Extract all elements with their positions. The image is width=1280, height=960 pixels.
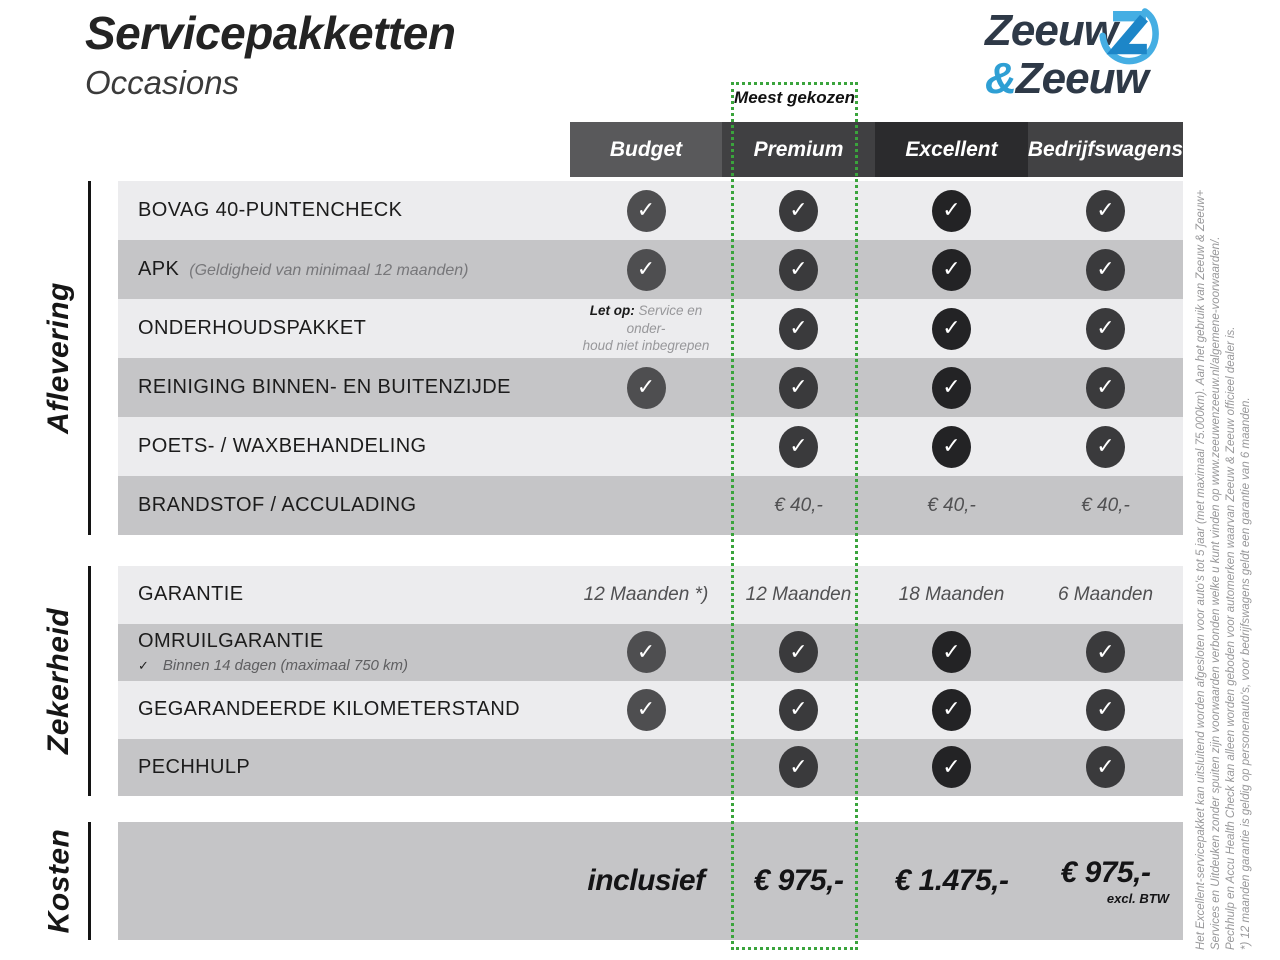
cell-excellent: [875, 417, 1028, 476]
cell-premium: [722, 181, 875, 240]
side-label-kosten: Kosten: [30, 822, 91, 940]
logo-word-2: &Zeeuw: [985, 54, 1148, 103]
cell-bedrijfswagens: [1028, 822, 1183, 940]
check-icon: ✓: [932, 426, 971, 468]
table-row: [118, 624, 1183, 682]
column-header-premium: Premium: [722, 122, 875, 177]
cell-bedrijfswagens: [1028, 417, 1183, 476]
cell-premium: [722, 566, 875, 624]
small-check-icon: ✓: [138, 659, 149, 675]
check-icon: ✓: [779, 367, 818, 409]
check-icon: ✓: [1086, 426, 1125, 468]
cell-excellent: [875, 739, 1028, 797]
table-row: [118, 417, 1183, 476]
cell-bedrijfswagens: [1028, 299, 1183, 358]
cell-bedrijfswagens: [1028, 566, 1183, 624]
cell-value: € 40,-: [1081, 494, 1130, 516]
side-label-zekerheid: Zekerheid: [30, 566, 91, 796]
cell-excellent: [875, 358, 1028, 417]
side-label-aflevering: Aflevering: [30, 181, 91, 535]
footnote-line: Pechhulp en Accu Health Check kan alleen worden geboden voor automerken waarvan Zeeuw & Zeeuw officieel dealer is.: [1225, 326, 1237, 950]
check-icon: ✓: [932, 367, 971, 409]
cell-premium: [722, 476, 875, 535]
column-header-excellent: Excellent: [875, 122, 1028, 177]
cell-budget: [570, 624, 722, 682]
cell-value: € 40,-: [927, 494, 976, 516]
page-subtitle: Occasions: [85, 64, 240, 101]
price-sub-note: excl. BTW: [1106, 891, 1169, 906]
cell-budget: [570, 181, 722, 240]
check-icon: ✓: [627, 249, 666, 291]
check-icon: ✓: [1086, 367, 1125, 409]
cell-premium: [722, 417, 875, 476]
check-icon: ✓: [1086, 190, 1125, 232]
check-icon: ✓: [627, 689, 666, 731]
check-icon: ✓: [932, 689, 971, 731]
check-icon: ✓: [1086, 308, 1125, 350]
cell-budget: [570, 299, 722, 358]
section-zekerheid: [118, 566, 1183, 796]
cell-premium: [722, 624, 875, 682]
cell-value: € 40,-: [774, 494, 823, 516]
row-label: GEGARANDEERDE KILOMETERSTAND: [138, 698, 521, 721]
check-icon: ✓: [1086, 689, 1125, 731]
price-value: € 975,-: [1060, 856, 1151, 889]
row-label: POETS- / WAXBEHANDELING: [138, 435, 427, 457]
cell-bedrijfswagens: [1028, 681, 1183, 739]
row-label: APK (Geldigheid van minimaal 12 maanden): [138, 258, 469, 280]
check-icon: ✓: [932, 746, 971, 788]
cell-budget: [570, 822, 722, 940]
row-label: OMRUILGARANTIE ✓ Binnen 14 dagen (maximaal 750 km): [138, 630, 409, 675]
check-icon: ✓: [627, 190, 666, 232]
cell-premium: [722, 681, 875, 739]
cell-excellent: [875, 681, 1028, 739]
table-row: [118, 181, 1183, 240]
title-block: [85, 6, 455, 102]
check-icon: ✓: [627, 367, 666, 409]
cell-value: 12 Maanden *): [583, 583, 709, 605]
cell-excellent: [875, 822, 1028, 940]
table-row: [118, 299, 1183, 358]
check-icon: ✓: [779, 249, 818, 291]
cell-excellent: [875, 624, 1028, 682]
table-row: [118, 739, 1183, 797]
check-icon: ✓: [1086, 746, 1125, 788]
cell-budget: [570, 240, 722, 299]
column-header-bedrijfswagens: Bedrijfswagens: [1028, 122, 1183, 177]
table-row: [118, 476, 1183, 535]
section-kosten: [118, 822, 1183, 940]
check-icon: ✓: [1086, 631, 1125, 673]
table-row: [118, 240, 1183, 299]
cell-excellent: [875, 299, 1028, 358]
footnote-line: *) 12 maanden garantie is geldig op personenauto's, voor bedrijfswagens geldt een garantie van 6 maanden.: [1240, 397, 1252, 950]
column-headers: [570, 122, 1183, 177]
cell-bedrijfswagens: [1028, 358, 1183, 417]
footnotes-rotated: [1194, 100, 1256, 950]
cell-bedrijfswagens: [1028, 739, 1183, 797]
cell-premium: [722, 240, 875, 299]
check-icon: ✓: [779, 746, 818, 788]
zeeuw-zeeuw-logo: [985, 4, 1195, 116]
letop-note: Let op: Service en onder- houd niet inbegrepen: [582, 303, 710, 354]
cell-budget: [570, 358, 722, 417]
cell-value: 18 Maanden: [898, 583, 1005, 605]
cell-excellent: [875, 240, 1028, 299]
check-icon: ✓: [932, 249, 971, 291]
cell-budget: [570, 566, 722, 624]
check-icon: ✓: [932, 308, 971, 350]
cell-excellent: [875, 476, 1028, 535]
row-label: REINIGING BINNEN- EN BUITENZIJDE: [138, 376, 511, 398]
table-row: [118, 358, 1183, 417]
row-label: PECHHULP: [138, 755, 251, 778]
logo-word-1: Zeeuw: [985, 6, 1117, 55]
cell-premium: [722, 739, 875, 797]
check-icon: ✓: [1086, 249, 1125, 291]
cell-excellent: [875, 566, 1028, 624]
cell-value: 6 Maanden: [1057, 583, 1154, 605]
check-icon: ✓: [779, 631, 818, 673]
cell-premium: [722, 822, 875, 940]
check-icon: ✓: [779, 689, 818, 731]
row-label: BOVAG 40-PUNTENCHECK: [138, 199, 403, 221]
page-title: Servicepakketten: [85, 7, 456, 59]
cell-budget: [570, 476, 722, 535]
cell-budget: [570, 739, 722, 797]
check-icon: ✓: [932, 190, 971, 232]
row-label: GARANTIE: [138, 583, 244, 606]
cell-bedrijfswagens: [1028, 181, 1183, 240]
table-row: [118, 566, 1183, 624]
price-value: € 975,-: [753, 864, 844, 897]
check-icon: ✓: [779, 426, 818, 468]
row-label: ONDERHOUDSPAKKET: [138, 317, 367, 339]
row-label: BRANDSTOF / ACCULADING: [138, 494, 417, 516]
section-aflevering: [118, 181, 1183, 535]
most-chosen-badge: Meest gekozen: [734, 88, 855, 107]
check-icon: ✓: [779, 190, 818, 232]
cell-value: 12 Maanden: [745, 583, 852, 605]
footnote-line: Het Excellent-servicepakket kan uitsluitend worden afgesloten voor auto's tot 5 jaar (met maximaal 75.000km). Aan het gebruik van Zeeuw & Zeeuw+: [1195, 189, 1207, 950]
price-value: inclusief: [587, 864, 705, 897]
table-row: [118, 681, 1183, 739]
footnote-line: Services en Uitdeuken zonder spuiten zijn voorwaarden verbonden welke u kunt vinden op www.zeeuwenzeeuw.nl/algemene-voorwaarden/.: [1210, 236, 1222, 950]
cell-budget: [570, 681, 722, 739]
price-value: € 1.475,-: [894, 864, 1009, 897]
table-row: [118, 822, 1183, 940]
cell-bedrijfswagens: [1028, 476, 1183, 535]
check-icon: ✓: [779, 308, 818, 350]
check-icon: ✓: [932, 631, 971, 673]
cell-bedrijfswagens: [1028, 240, 1183, 299]
cell-excellent: [875, 181, 1028, 240]
column-header-budget: Budget: [570, 122, 722, 177]
check-icon: ✓: [627, 631, 666, 673]
cell-premium: [722, 358, 875, 417]
cell-premium: [722, 299, 875, 358]
cell-bedrijfswagens: [1028, 624, 1183, 682]
cell-budget: [570, 417, 722, 476]
